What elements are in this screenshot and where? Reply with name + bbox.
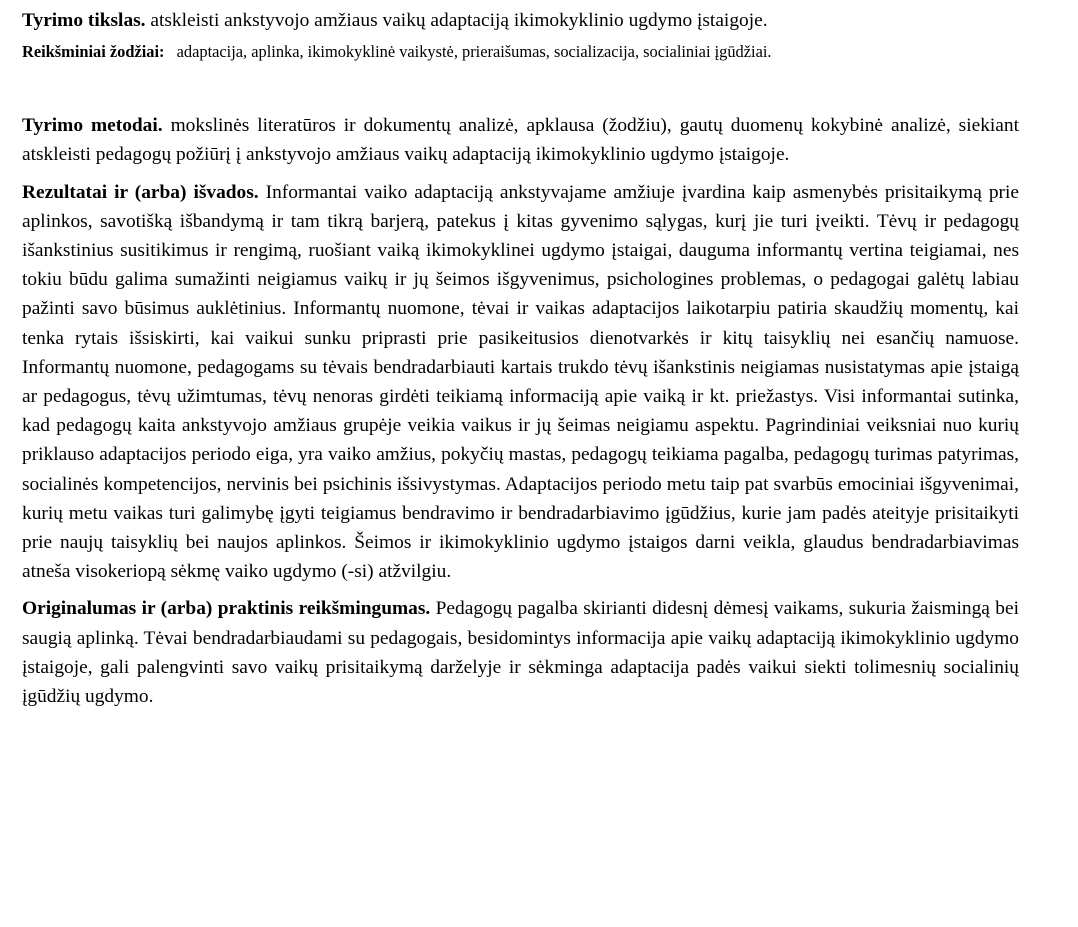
results-paragraph <box>22 178 1019 587</box>
keywords-text: adaptacija, aplinka, ikimokyklinė vaikystė, prieraišumas, socializacija, socialiniai įgūdžiai. <box>176 42 772 62</box>
originality-text: Pedagogų pagalba skirianti didesnį dėmesį vaikams, sukuria žaismingą bei saugią aplinką. Tėvai bendradarbiaudami su pedagogais, besidomintys informacija apie vaikų adaptaciją ikimokyklinio ugdymo įstaigoje, gali palengvinti savo vaikų prisitaikymą darželyje ir sėkminga adaptacija padės vaikui siekti tolimesnių socialinių įgūdžių ugdymo. <box>22 598 1019 708</box>
methods-label: Tyrimo metodai. <box>22 115 163 137</box>
methods-paragraph <box>22 111 1019 169</box>
aim-paragraph <box>22 6 1019 35</box>
originality-label: Originalumas ir (arba) praktinis reikšmingumas. <box>22 598 431 620</box>
results-label: Rezultatai ir (arba) išvados. <box>22 181 259 203</box>
originality-paragraph <box>22 594 1019 711</box>
results-text: Informantai vaiko adaptaciją ankstyvajame amžiuje įvardina kaip asmenybės prisitaikymą prie aplinkos, savotišką išbandymą ir tam tikrą barjerą, patekus į kitas gyvenimo sąlygas, kurį jie turi įveikti. Tėvų ir pedagogų išankstinius susitikimus ir rengimą, ruošiant vaiką ikimokyklinei ugdymo įstaigai, dauguma informantų vertina teigiamai, nes tokiu būdu galima sumažinti neigiamus vaikų ir jų šeimos išgyvenimus, psichologines problemas, o pedagogai galėtų labiau pažinti savo būsimus auklėtinius. Informantų nuomone, tėvai ir vaikas adaptacijos laikotarpiu patiria skaudžių momentų, kai tenka rytais išsiskirti, kai vaikui sunku priprasti prie pasikeitusios dienotvarkės ir kitų taisyklių nei esančių namuose. Informantų nuomone, pedagogams su tėvais bendradarbiauti kartais trukdo tėvų išankstinis neigiamas nusistatymas apie įstaigą ar pedagogus, tėvų užimtumas, tėvų nenoras girdėti teikiamą informaciją apie vaiką ir kt. priežastys. Visi informantai sutinka, kad pedagogų kaita ankstyvojo amžiaus grupėje veikia vaikus ir jų šeimas neigiamu aspektu. Pagrindiniai veiksniai nuo kurių priklauso adaptacijos periodo eiga, yra vaiko amžius, pokyčių mastas, pedagogų teikiama pagalba, pedagogų turimas patyrimas, socialinės kompetencijos, nervinis bei psichinis išsivystymas. Adaptacijos periodo metu taip pat svarbūs emociniai išgyvenimai, kurių metu vaikas turi galimybę įgyti teigiamus bendravimo ir bendradarbiavimo įgūdžius, kurie jam padės ateityje prisitaikyti prie naujų taisyklių bei naujos aplinkos. Šeimos ir ikimokyklinio ugdymo įstaigos darni veikla, glaudus bendradarbiavimas atneša visokeriopą sėkmę vaiko ugdymo (-si) atžvilgiu. <box>22 181 1019 583</box>
methods-text: mokslinės literatūros ir dokumentų analizė, apklausa (žodžiu), gautų duomenų kokybinė analizė, siekiant atskleisti pedagogų požiūrį į ankstyvojo amžiaus vaikų adaptaciją ikimokyklinio ugdymo įstaigoje. <box>22 115 1019 166</box>
abstract-page <box>22 6 1019 711</box>
keywords-label: Reikšminiai žodžiai: <box>22 42 165 62</box>
aim-label: Tyrimo tikslas. <box>22 10 146 31</box>
keywords-paragraph <box>22 41 1019 63</box>
aim-text: atskleisti ankstyvojo amžiaus vaikų adaptaciją ikimokyklinio ugdymo įstaigoje. <box>150 10 768 31</box>
